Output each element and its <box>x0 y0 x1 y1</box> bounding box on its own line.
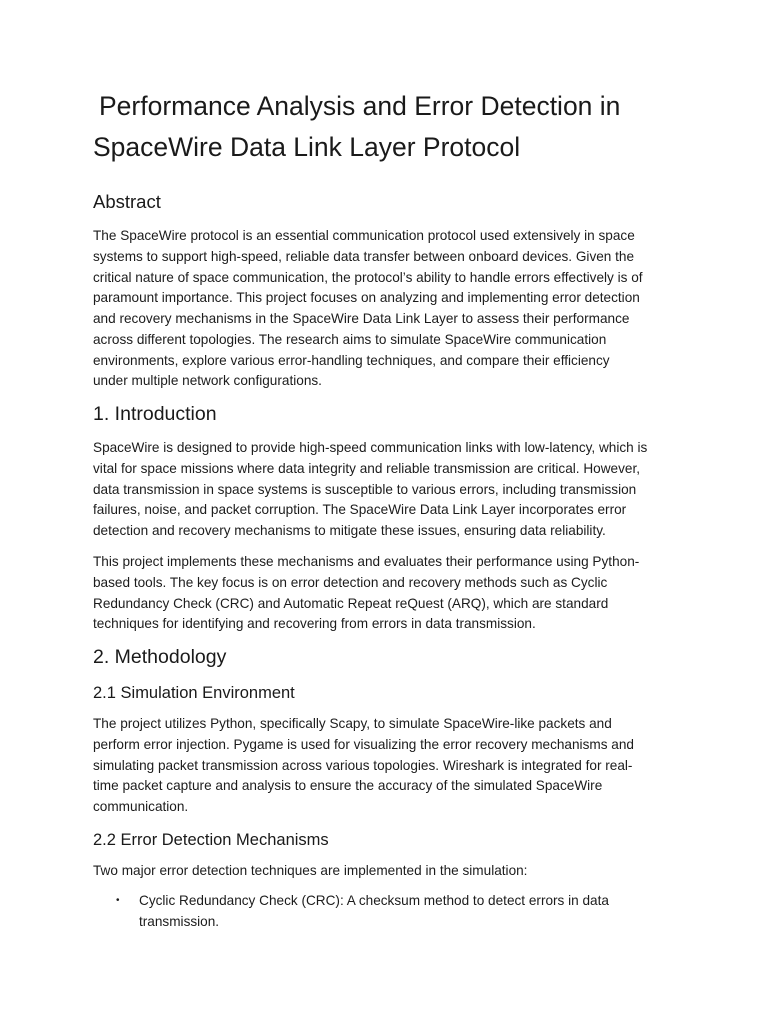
text-line: paramount importance. This project focuses on analyzing and implementing error detection <box>93 290 640 306</box>
text-line: under multiple network configurations. <box>93 373 322 389</box>
abstract-paragraph <box>93 226 683 392</box>
text-line: environments, explore various error-handling techniques, and compare their efficiency <box>93 352 610 368</box>
text-line: SpaceWire is designed to provide high-speed communication links with low-latency, which is <box>93 440 648 455</box>
error-detection-list <box>111 891 671 933</box>
introduction-heading: 1. Introduction <box>93 403 217 425</box>
text-line: vital for space missions where data integrity and reliable transmission are critical. However, <box>93 460 641 476</box>
text-line: Cyclic Redundancy Check (CRC): A checksum method to detect errors in data <box>139 893 609 908</box>
text-line: Two major error detection techniques are implemented in the simulation: <box>93 863 528 878</box>
bullet-icon: • <box>116 895 120 906</box>
text-line: time packet capture and analysis to ensure the accuracy of the simulated SpaceWire <box>93 778 603 794</box>
error-detection-heading: 2.2 Error Detection Mechanisms <box>93 831 329 849</box>
error-detection-intro <box>93 861 683 882</box>
text-line: The project utilizes Python, specifically Scapy, to simulate SpaceWire-like packets and <box>93 716 612 731</box>
simulation-environment-heading: 2.1 Simulation Environment <box>93 684 295 702</box>
text-line: detection and recovery mechanisms to mitigate these issues, ensuring data reliability. <box>93 523 606 538</box>
text-line: transmission. <box>139 913 220 929</box>
list-item <box>111 891 671 933</box>
text-line: The SpaceWire protocol is an essential communication protocol used extensively in space <box>93 228 635 243</box>
text-line: across different topologies. The research aims to simulate SpaceWire communication <box>93 331 607 347</box>
introduction-paragraph <box>93 552 683 635</box>
text-line: and recovery mechanisms in the SpaceWire Data Link Layer to assess their performance <box>93 311 630 326</box>
text-line: based tools. The key focus is on error detection and recovery methods such as Cyclic <box>93 574 608 590</box>
methodology-heading: 2. Methodology <box>93 646 227 668</box>
abstract-heading: Abstract <box>93 191 161 212</box>
title-line: Performance Analysis and Error Detection in <box>99 91 621 121</box>
simulation-environment-paragraph <box>93 714 683 818</box>
text-line: critical nature of space communication, the protocol’s ability to handle errors effectively is of <box>93 269 643 285</box>
text-line: simulating packet transmission across various topologies. Wireshark is integrated for real- <box>93 757 633 773</box>
text-line: data transmission in space systems is susceptible to various errors, including transmission <box>93 481 637 497</box>
text-line: techniques for identifying and recovering from errors in data transmission. <box>93 616 536 632</box>
text-line: communication. <box>93 799 189 814</box>
document-title <box>93 86 693 168</box>
text-line: systems to support high-speed, reliable data transfer between onboard devices. Given the <box>93 248 635 264</box>
text-line: failures, noise, and packet corruption. The SpaceWire Data Link Layer incorporates error <box>93 502 627 518</box>
introduction-paragraph <box>93 438 683 542</box>
text-line: Redundancy Check (CRC) and Automatic Repeat reQuest (ARQ), which are standard <box>93 595 609 611</box>
text-line: This project implements these mechanisms and evaluates their performance using Python- <box>93 554 640 569</box>
title-line: SpaceWire Data Link Layer Protocol <box>93 132 521 162</box>
text-line: perform error injection. Pygame is used for visualizing the error recovery mechanisms and <box>93 736 634 752</box>
